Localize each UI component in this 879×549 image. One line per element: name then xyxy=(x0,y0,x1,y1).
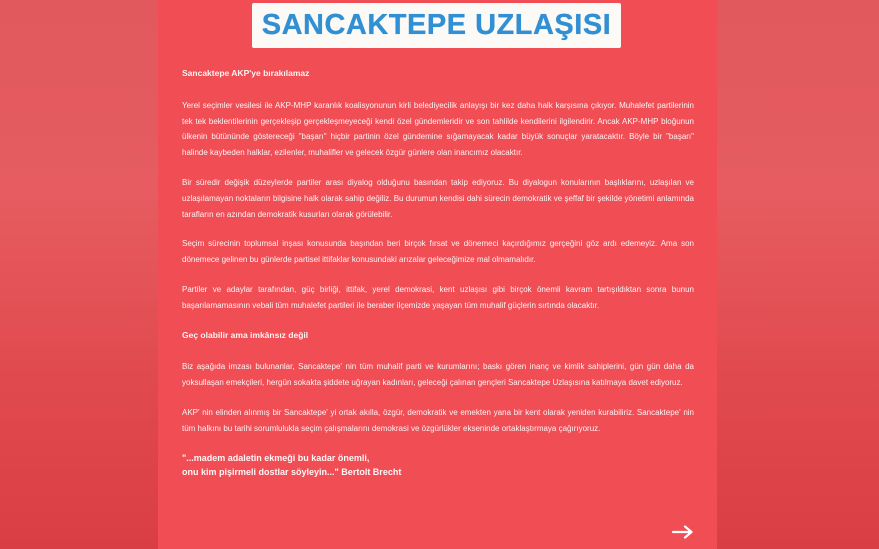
section-heading-2: Geç olabilir ama imkânsız değil xyxy=(182,329,309,340)
closing-quote: "...madem adaletin ekmeği bu kadar önemli, onu kim pişirmeli dostlar söyleyin..." Bertolt Brecht xyxy=(182,452,402,477)
paragraph-6: AKP' nin elinden alınmış bir Sancaktepe' yi ortak akılla, özgür, demokratik ve emekten yana bir kent olarak yeniden kurabiliriz. Sancaktepe' nin tüm halkını bu tarihi sorumlulukla seçim çalışmalarını demokrasi ve özgürlükler ekseninde ortaklaştırmaya çağırıyoruz. xyxy=(182,407,694,433)
paragraph-3: Seçim sürecinin toplumsal inşası konusunda başından beri birçok fırsat ve dönemeci kaçırdığımız gerçeğini göz ardı edemeyiz. Ama son dönemece gelinen bu günlerde partisel ittifaklar konusundaki arızalar geleceğimize mal olmamalıdır. xyxy=(182,239,694,265)
paragraph-5: Biz aşağıda imzası bulunanlar, Sancaktepe' nin tüm muhalif parti ve kurumlarını; baskı gören inanç ve kimlik sahiplerini, gün gün daha da yoksullaşan emekçileri, hergün sokakta şiddete uğrayan kadınları, geleceği çalınan gençleri Sancaktepe Uzlaşısına katılmaya davet ediyoruz. xyxy=(182,362,694,388)
paragraph-2: Bir süredir değişik düzeylerde partiler arası diyalog olduğunu basından takip ediyoruz. Bu diyalogun konularının başlıklarını, uzlaşılan ve uzlaşılamayan noktaların bilgisine halk olarak sahip değiliz. Bu durumun kendisi dahi sürecin demokratik ve şeffaf bir şekilde yönetimi anlamında tarafların en azından demokratik kusurları olarak görülebilir. xyxy=(182,177,694,219)
logo-text: SANCAKTEPE UZLAŞISI xyxy=(261,9,612,41)
paragraph-4: Partiler ve adaylar tarafından, güç birliği, ittifak, yerel demokrasi, kent uzlaşısı gibi birçok önemli kavram tartışıldıktan sonra bunun başarılamamasının vebali tüm muhalefet partileri ile beraber ilçemizde yaşayan tüm muhalif güçlerin sırtında olacaktır. xyxy=(182,284,694,310)
article-content xyxy=(182,66,694,479)
arrow-right-icon[interactable] xyxy=(672,525,694,539)
article-page xyxy=(158,0,717,549)
right-background xyxy=(717,0,879,549)
section-heading-1: Sancaktepe AKP'ye bırakılamaz xyxy=(182,68,310,78)
paragraph-1: Yerel seçimler vesilesi ile AKP-MHP karanlık koalisyonunun kirli belediyecilik anlayışı bir kez daha halk karşısına çıkıyor. Muhalefet partilerinin tek tek beklentilerinin gerçekleşip gerçekleşmeyeceği kendi özel gündemleridir ve son tahlilde kendilerini ilgilendirir. Ancak AKP-MHP bloğunun ülkenin bütününde göstereceği "başarı" hiçbir partinin özel gündemine sığamayacak kadar büyük sonuçlar yaratacaktır. Böyle bir "başarı" halinde kaybeden halklar, ezilenler, muhalifler ve gelecek özgür günlere olan inancımız olacaktır. xyxy=(182,100,694,158)
left-background xyxy=(0,0,158,549)
logo-banner xyxy=(252,3,621,48)
